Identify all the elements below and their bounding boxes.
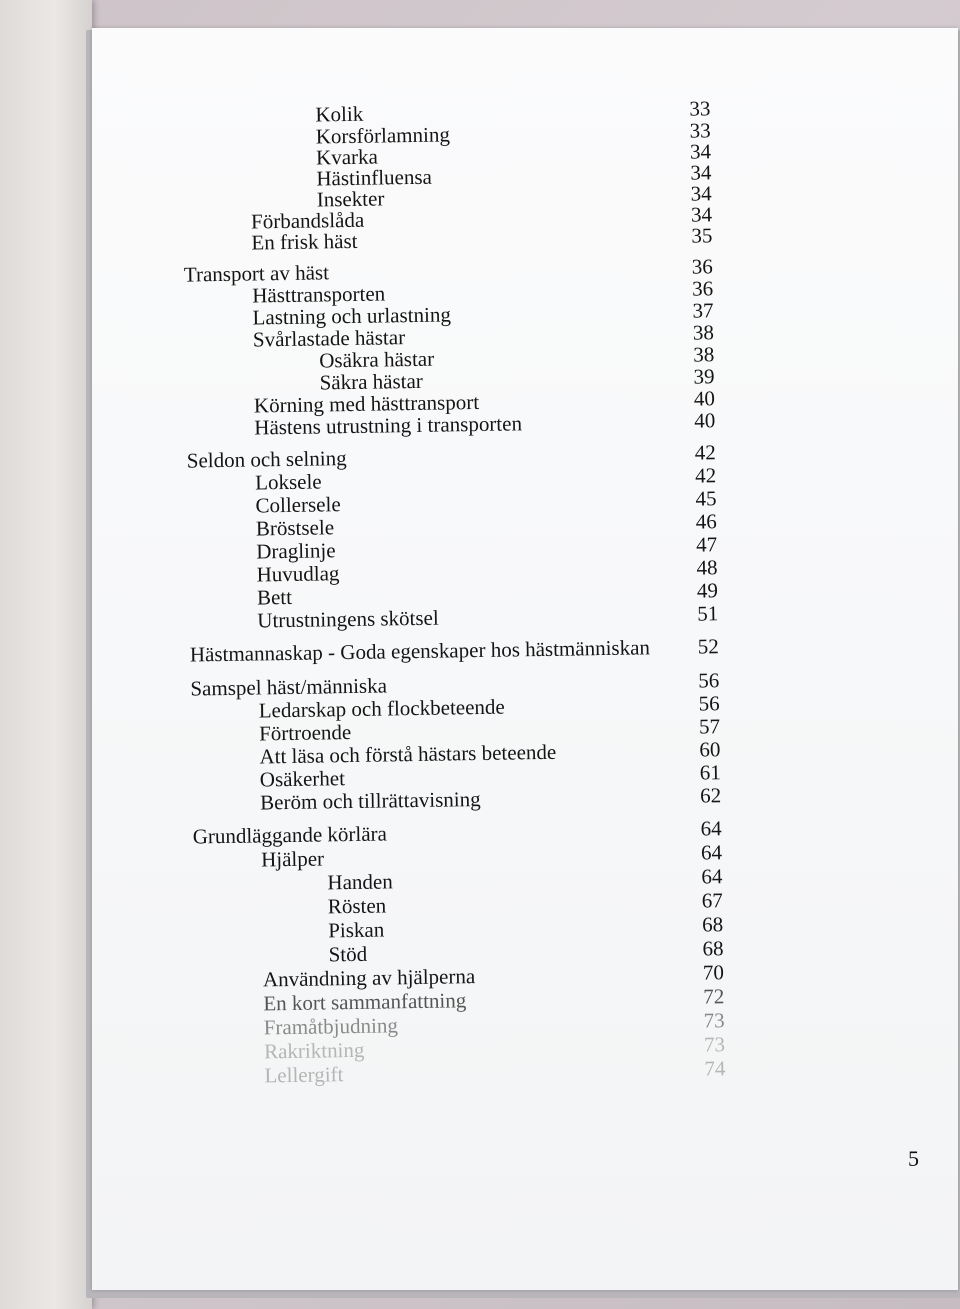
toc-entry-label: Framåtbjudning: [263, 1013, 399, 1040]
toc-entry-label: Hästinfluensa: [316, 164, 433, 191]
toc-entry-page: 36: [691, 276, 714, 301]
toc-entry-page: 46: [695, 509, 718, 534]
toc-entry-page: 40: [694, 408, 716, 433]
toc-entry-label: Att läsa och förstå hästars beteende: [259, 739, 557, 769]
toc-entry-page: 35: [691, 223, 713, 248]
toc-entry-label: Bett: [256, 584, 293, 610]
toc-entry-page: 33: [689, 96, 711, 121]
toc-entry-label: Insekter: [316, 186, 385, 212]
toc-entry-label: Loksele: [254, 469, 322, 495]
toc-entry-page: 73: [703, 1008, 725, 1033]
toc-entry-label: Förbandslåda: [250, 207, 365, 234]
toc-entry-label: Draglinje: [256, 538, 336, 564]
toc-entry-label: Grundläggande körlära: [192, 821, 388, 849]
toc-entry-page: 51: [697, 601, 719, 626]
toc-entry-label: Utrustningens skötsel: [257, 605, 439, 633]
toc-entry-page: 68: [702, 936, 724, 961]
toc-entry-label: Hästmannaskap - Goda egenskaper hos hästmänniskan: [189, 635, 651, 667]
toc-entry-label: Transport av häst: [183, 260, 330, 287]
toc-entry-page: 37: [692, 298, 714, 323]
toc-entry-page: 34: [689, 139, 712, 164]
toc-entry-label: Hästens utrustning i transporten: [254, 411, 523, 440]
toc-entry-page: 64: [700, 840, 723, 865]
toc-entry-page: 56: [698, 668, 720, 693]
toc-entry-page: 73: [703, 1032, 726, 1057]
toc-entry-page: 60: [699, 737, 721, 762]
toc-entry-label: Osäkra hästar: [319, 346, 435, 373]
toc-entry-label: Collersele: [255, 492, 341, 518]
toc-entry-page: 74: [704, 1056, 726, 1081]
table-of-contents: [92, 28, 958, 1290]
toc-entry-page: 67: [701, 888, 723, 913]
toc-entry-label: Lellergift: [264, 1062, 344, 1088]
toc-entry-label: Stöd: [328, 941, 368, 967]
toc-entry-page: 72: [703, 984, 725, 1009]
toc-entry-page: 70: [702, 960, 725, 985]
toc-entry-label: Körning med hästtransport: [253, 389, 480, 418]
toc-entry-page: 62: [699, 783, 722, 808]
toc-entry-page: 38: [692, 320, 715, 345]
toc-entry-label: Säkra hästar: [319, 368, 423, 395]
toc-entry-page: 40: [693, 386, 716, 411]
toc-entry-page: 42: [694, 463, 717, 488]
toc-entry-page: 34: [690, 160, 712, 185]
toc-entry-page: 33: [689, 118, 711, 143]
toc-entry-page: 61: [699, 760, 721, 785]
toc-entry-page: 36: [691, 254, 714, 279]
toc-entry-page: 64: [700, 816, 722, 841]
toc-entry-page: 39: [693, 364, 715, 389]
toc-entry: [102, 633, 802, 668]
toc-entry-label: Beröm och tillrättavisning: [259, 786, 481, 815]
toc-entry-label: Kvarka: [315, 144, 379, 170]
toc-entry-label: Handen: [327, 869, 393, 895]
toc-entry-label: Svårlastade hästar: [252, 325, 406, 352]
toc-entry-label: Kolik: [315, 101, 364, 127]
toc-entry-page: 42: [694, 440, 716, 465]
toc-entry-label: Rösten: [327, 893, 387, 919]
toc-entry-label: Bröstsele: [255, 515, 335, 541]
toc-entry-label: Piskan: [328, 917, 385, 943]
toc-entry-label: Osäkerhet: [259, 766, 346, 792]
toc-entry-label: Rakriktning: [263, 1037, 365, 1064]
book-page: [92, 28, 958, 1290]
toc-entry-label: Användning av hjälperna: [262, 964, 476, 992]
toc-entry-page: 47: [696, 532, 718, 557]
toc-entry-label: En kort sammanfattning: [263, 988, 467, 1016]
toc-entry-page: 48: [696, 555, 718, 580]
toc-entry-page: 56: [698, 691, 720, 716]
toc-entry-page: 68: [701, 912, 724, 937]
toc-entry-label: En frisk häst: [251, 228, 358, 255]
toc-entry-label: Hästtransporten: [252, 281, 386, 308]
toc-entry-page: 64: [701, 864, 723, 889]
toc-entry-label: Hjälper: [260, 846, 325, 872]
toc-entry-label: Huvudlag: [256, 561, 340, 587]
toc-entry-label: Lastning och urlastning: [252, 302, 452, 330]
left-page-edge: [0, 0, 92, 1309]
toc-entry-label: Ledarskap och flockbeteende: [258, 694, 505, 723]
toc-entry-page: 38: [693, 342, 715, 367]
page-number: 5: [908, 1146, 919, 1171]
toc-entry-label: Samspel häst/människa: [190, 673, 388, 701]
toc-entry-page: 52: [697, 634, 719, 659]
toc-entry-label: Seldon och selning: [186, 446, 347, 473]
toc-entry-page: 34: [690, 202, 713, 227]
toc-entry-page: 57: [698, 714, 721, 739]
toc-entry-page: 34: [690, 181, 712, 206]
toc-entry-page: 45: [695, 486, 717, 511]
toc-entry-label: Förtroende: [258, 720, 352, 746]
toc-entry-page: 49: [696, 578, 719, 603]
toc-entry-label: Korsförlamning: [315, 122, 451, 149]
